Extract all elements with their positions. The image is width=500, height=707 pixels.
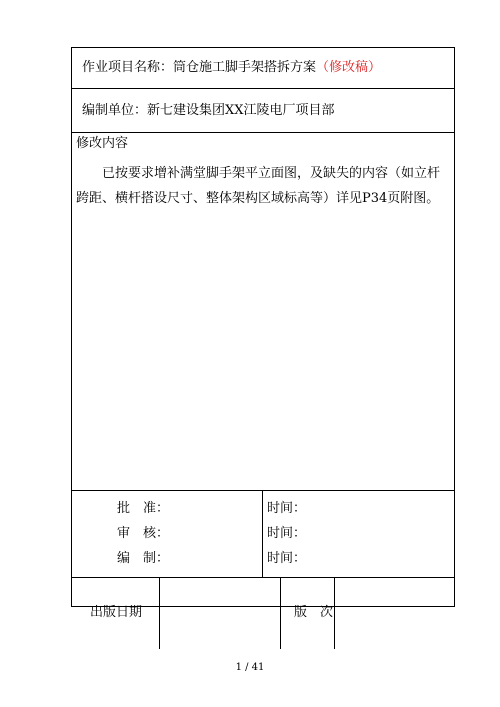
compile-time-label: 时间： <box>267 551 307 566</box>
issue-divider-1 <box>159 578 160 649</box>
approval-form <box>71 47 455 620</box>
issue-date-label: 出版日期 <box>90 605 143 620</box>
content-heading: 修改内容 <box>76 136 129 151</box>
review-label: 审 核： <box>117 526 170 541</box>
approve-label: 批 准： <box>117 501 170 516</box>
issue-divider-3 <box>334 578 335 649</box>
review-time-label: 时间： <box>267 526 307 541</box>
compile-label: 编 制： <box>117 551 170 566</box>
content-body: 已按要求增补满堂脚手架平立面图，及缺失的内容（如立杆跨距、横杆搭设尺寸、整体架构区域标高等）详见P34页附图。 <box>76 166 441 206</box>
approval-divider <box>262 491 263 577</box>
content-row <box>72 133 454 491</box>
unit-text: 编制单位：新七建设集团XX江陵电厂项目部 <box>82 103 335 118</box>
unit-row <box>72 89 454 133</box>
approve-time-label: 时间： <box>267 501 307 516</box>
project-name-text <box>82 60 381 76</box>
issue-divider-2 <box>280 578 281 649</box>
issue-row <box>72 578 454 649</box>
approval-row <box>72 491 454 578</box>
version-label: 版 次 <box>294 605 334 620</box>
project-name-row <box>72 48 454 89</box>
project-name-label: 作业项目名称：筒仓施工脚手架搭拆方案 <box>82 60 317 75</box>
page-number: 1 / 41 <box>235 662 265 673</box>
revision-tag: （修改稿） <box>316 60 382 75</box>
